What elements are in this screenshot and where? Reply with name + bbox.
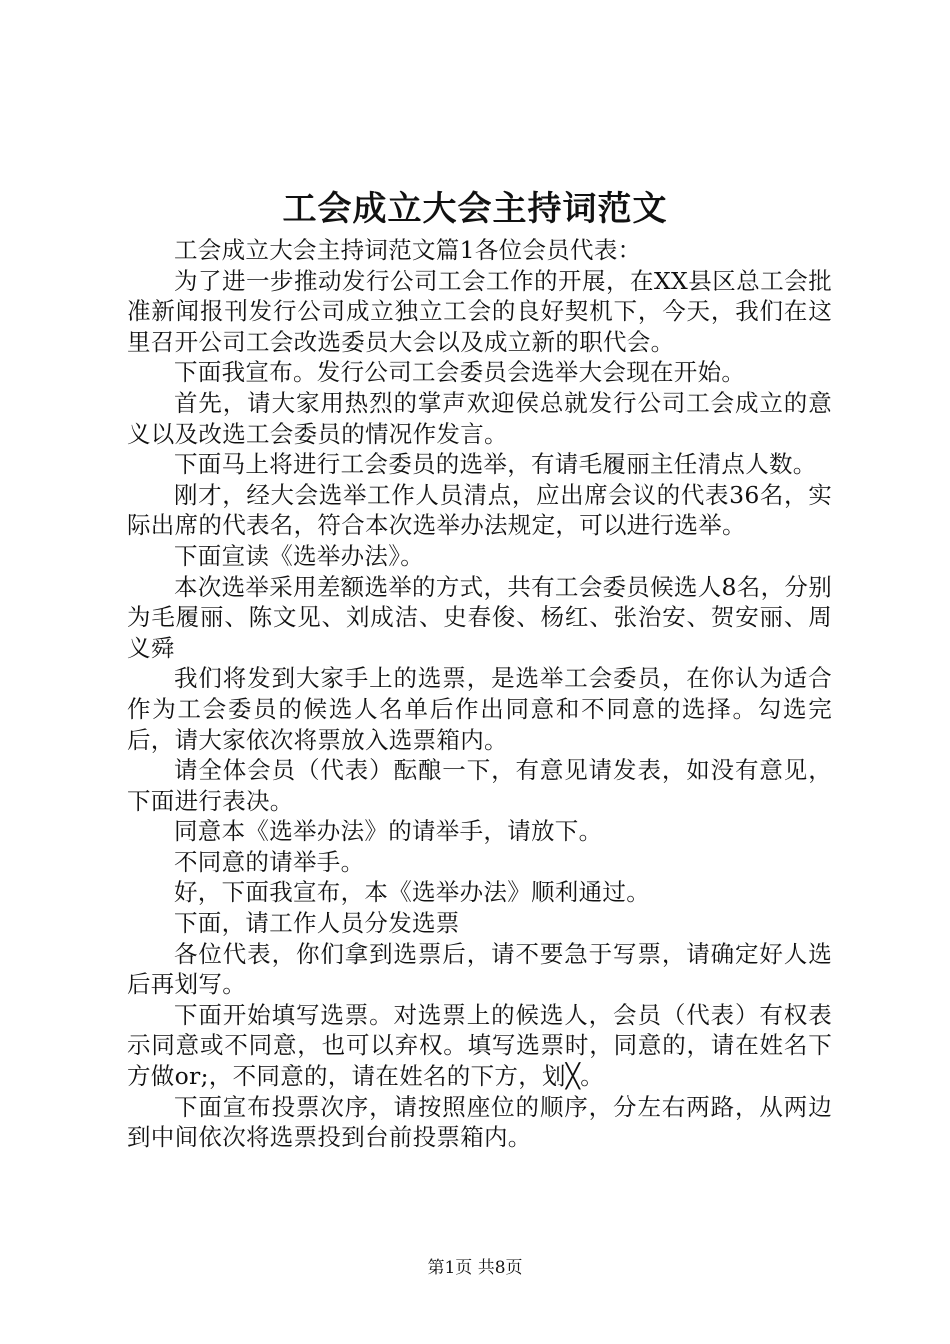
paragraph: 好，下面我宣布，本《选举办法》顺利通过。 — [174, 878, 650, 907]
page-footer: 第1页 共8页 — [427, 1258, 523, 1278]
paragraph: 不同意的请举手。 — [174, 847, 365, 876]
paragraph: 请全体会员（代表）酝酿一下，有意见请发表，如没有意见，下面进行表决。 — [127, 756, 832, 815]
paragraph: 我们将发到大家手上的选票，是选举工会委员，在你认为适合作为工会委员的候选人名单后作出同意和不同意的选择。勾选完后，请大家依次将票放入选票箱内。 — [127, 664, 832, 754]
paragraph: 本次选举采用差额选举的方式，共有工会委员候选人8名，分别为毛履丽、陈文见、刘成洁、史春俊、杨红、张治安、贺安丽、周义舜 — [127, 572, 832, 662]
paragraph: 下面开始填写选票。对选票上的候选人，会员（代表）有权表示同意或不同意，也可以弃权。填写选票时，同意的，请在姓名下方做or;，不同意的，请在姓名的下方，划╳。 — [127, 1000, 832, 1091]
document-body — [127, 235, 832, 1153]
paragraph: 下面宣布投票次序，请按照座位的顺序，分左右两路，从两边到中间依次将选票投到台前投票箱内。 — [127, 1092, 832, 1152]
paragraph: 各位代表，你们拿到选票后，请不要急于写票，请确定好人选后再划写。 — [127, 939, 832, 999]
paragraph: 下面我宣布。发行公司工会委员会选举大会现在开始。 — [174, 358, 746, 387]
paragraph: 首先，请大家用热烈的掌声欢迎侯总就发行公司工会成立的意义以及改选工会委员的情况作发言。 — [127, 388, 832, 448]
paragraph: 刚才，经大会选举工作人员清点，应出席会议的代表36名，实际出席的代表名，符合本次选举办法规定，可以进行选举。 — [127, 480, 832, 540]
paragraph: 同意本《选举办法》的请举手，请放下。 — [174, 817, 603, 846]
document-title: 工会成立大会主持词范文 — [282, 189, 668, 229]
paragraph: 下面，请工作人员分发选票 — [174, 909, 460, 938]
paragraph: 工会成立大会主持词范文篇1各位会员代表： — [174, 236, 642, 264]
paragraph: 下面马上将进行工会委员的选举，有请毛履丽主任清点人数。 — [174, 450, 817, 479]
paragraph: 为了进一步推动发行公司工会工作的开展，在XX县区总工会批准新闻报刊发行公司成立独立工会的良好契机下，今天，我们在这里召开公司工会改选委员大会以及成立新的职代会。 — [127, 266, 832, 356]
paragraph: 下面宣读《选举办法》。 — [174, 541, 425, 570]
